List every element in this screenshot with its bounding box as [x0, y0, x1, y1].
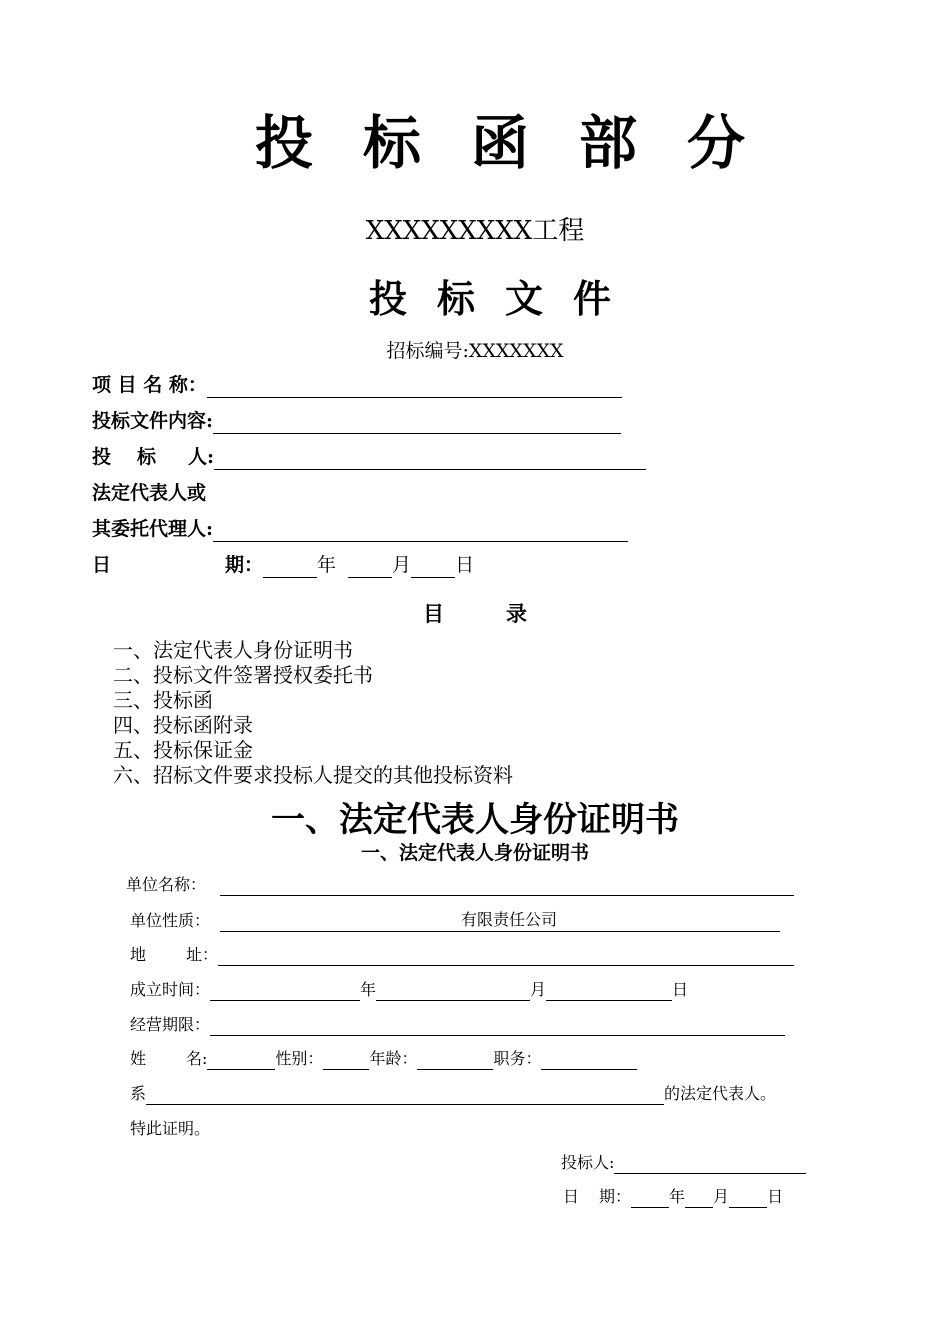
system-label: 系: [130, 1084, 147, 1103]
sign-month-blank[interactable]: [685, 1187, 713, 1208]
project-name: XXXXXXXXX工程: [365, 216, 585, 246]
field-agent: [92, 516, 628, 542]
hereby-certify: 特此证明。: [130, 1119, 211, 1138]
established-month-blank[interactable]: [376, 980, 530, 1001]
row-established: [130, 979, 688, 1001]
term-blank[interactable]: [210, 1015, 785, 1036]
project-name-blank[interactable]: [207, 377, 622, 398]
toc-title-2: 录: [506, 601, 527, 626]
date-month-blank[interactable]: [348, 557, 392, 578]
toc-item: 一、法定代表人身份证明书: [113, 638, 353, 662]
sign-month-label: 月: [713, 1187, 730, 1206]
established-day-blank[interactable]: [546, 980, 672, 1001]
bidder-sign-blank[interactable]: [614, 1153, 806, 1174]
bid-content-blank[interactable]: [213, 413, 621, 434]
field-legal-rep: [92, 480, 206, 506]
bidder-label-1: 投: [92, 446, 112, 468]
name-label-2: 名:: [186, 1049, 208, 1068]
date-label-2: 期：: [225, 554, 264, 576]
sign-date-label-1: 日: [563, 1187, 580, 1206]
row-term: [130, 1014, 785, 1036]
toc-item: 二、投标文件签署授权委托书: [113, 663, 373, 687]
name-blank[interactable]: [207, 1049, 275, 1070]
name-label-1: 姓: [130, 1049, 147, 1068]
tender-number: 招标编号:XXXXXXX: [386, 340, 564, 362]
bidder-label-3: 人:: [188, 446, 215, 468]
row-bidder-sign: [561, 1152, 806, 1174]
sign-year-label: 年: [669, 1187, 686, 1206]
toc-title: [0, 598, 950, 628]
term-label: 经营期限：: [130, 1015, 211, 1034]
sign-date-label-2: 期：: [599, 1187, 632, 1206]
project-name-label: 项 目 名 称：: [92, 374, 207, 396]
unit-name-blank[interactable]: [220, 875, 794, 896]
row-legal-rep: [130, 1083, 776, 1105]
document-title: 投标文件: [368, 276, 641, 321]
sign-year-blank[interactable]: [631, 1187, 669, 1208]
address-blank[interactable]: [218, 945, 794, 966]
age-label: 年龄：: [369, 1049, 418, 1068]
position-blank[interactable]: [541, 1049, 637, 1070]
established-day-label: 日: [672, 980, 689, 999]
date-day-blank[interactable]: [411, 557, 455, 578]
bid-content-label: 投标文件内容:: [92, 410, 214, 432]
toc-title-1: 目: [423, 601, 444, 626]
established-label: 成立时间：: [130, 980, 211, 999]
toc-item: 六、招标文件要求投标人提交的其他投标资料: [113, 763, 513, 787]
date-year-blank[interactable]: [263, 557, 317, 578]
company-blank[interactable]: [146, 1084, 664, 1105]
row-person: [130, 1048, 637, 1070]
unit-nature-field[interactable]: [220, 909, 780, 932]
address-label-1: 地: [130, 945, 147, 964]
established-month-label: 月: [530, 980, 547, 999]
gender-label: 性别：: [275, 1049, 324, 1068]
established-year-label: 年: [360, 980, 377, 999]
established-year-blank[interactable]: [210, 980, 360, 1001]
date-day-label: 日: [455, 554, 475, 576]
field-bidder: [92, 444, 646, 470]
field-project-name: [92, 372, 622, 398]
age-blank[interactable]: [417, 1049, 493, 1070]
legal-rep-label: 法定代表人或: [92, 482, 207, 504]
position-label: 职务：: [493, 1049, 542, 1068]
row-sign-date: [563, 1186, 783, 1208]
agent-label: 其委托代理人:: [92, 518, 214, 540]
row-unit-nature: [130, 909, 780, 931]
address-label-2: 址：: [186, 945, 219, 964]
bidder-blank[interactable]: [214, 449, 646, 470]
agent-blank[interactable]: [213, 521, 628, 542]
field-date: [92, 552, 474, 578]
row-address: [130, 944, 794, 966]
row-unit-name: [126, 874, 794, 896]
section-heading: 一、法定代表人身份证明书: [271, 800, 679, 840]
toc-item: 五、投标保证金: [113, 738, 253, 762]
main-title: 投标函部分: [254, 109, 795, 177]
unit-nature-label: 单位性质：: [130, 911, 211, 930]
unit-name-label: 单位名称：: [126, 875, 207, 894]
bidder-label-2: 标: [137, 446, 157, 468]
unit-nature-value: 有限责任公司: [461, 910, 558, 929]
legal-rep-suffix: 的法定代表人。: [664, 1084, 777, 1103]
toc-item: 三、投标函: [113, 688, 213, 712]
date-month-label: 月: [392, 554, 412, 576]
date-label-1: 日: [92, 554, 112, 576]
field-bid-content: [92, 408, 621, 434]
date-year-label: 年: [317, 554, 337, 576]
sign-day-label: 日: [767, 1187, 784, 1206]
sign-day-blank[interactable]: [729, 1187, 767, 1208]
toc-item: 四、投标函附录: [113, 713, 253, 737]
section-subheading: 一、法定代表人身份证明书: [360, 842, 589, 864]
gender-blank[interactable]: [323, 1049, 369, 1070]
bidder-sign-label: 投标人:: [561, 1153, 615, 1172]
